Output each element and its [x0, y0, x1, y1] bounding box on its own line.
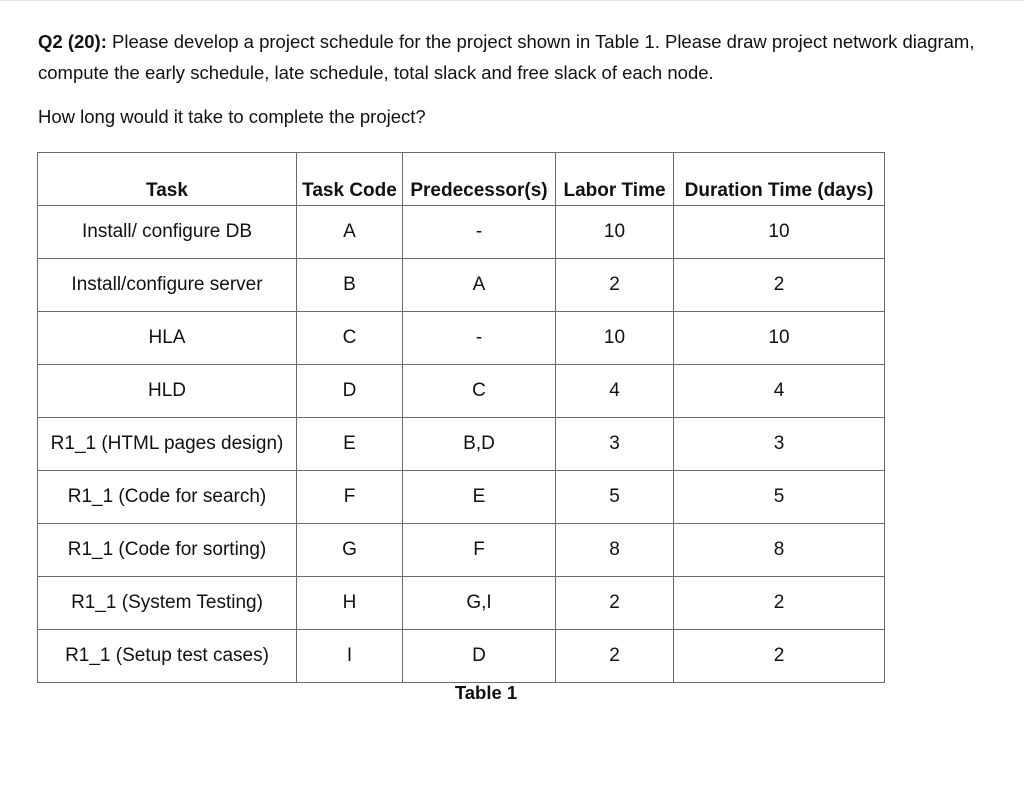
cell-task: R1_1 (System Testing) — [38, 577, 297, 630]
cell-duration-time: 3 — [674, 418, 885, 471]
cell-predecessors: - — [403, 206, 556, 259]
table-row — [38, 312, 885, 365]
question-ask: How long would it take to complete the project? — [38, 106, 426, 127]
cell-task-code: C — [297, 312, 403, 365]
table-row — [38, 418, 885, 471]
header-labor-time: Labor Time — [556, 153, 674, 206]
cell-task-code: A — [297, 206, 403, 259]
table-row — [38, 206, 885, 259]
cell-labor-time: 2 — [556, 630, 674, 683]
cell-task-code: E — [297, 418, 403, 471]
table-row — [38, 471, 885, 524]
cell-duration-time: 8 — [674, 524, 885, 577]
cell-task: Install/ configure DB — [38, 206, 297, 259]
cell-predecessors: - — [403, 312, 556, 365]
cell-predecessors: G,I — [403, 577, 556, 630]
cell-task-code: B — [297, 259, 403, 312]
cell-duration-time: 5 — [674, 471, 885, 524]
question-text: Please develop a project schedule for the project shown in Table 1. Please draw project network diagram, compute the early schedule, late schedule, total slack and free slack of each node. — [38, 31, 975, 83]
cell-labor-time: 8 — [556, 524, 674, 577]
cell-duration-time: 4 — [674, 365, 885, 418]
cell-task: R1_1 (Code for search) — [38, 471, 297, 524]
cell-labor-time: 2 — [556, 259, 674, 312]
cell-labor-time: 4 — [556, 365, 674, 418]
cell-duration-time: 10 — [674, 312, 885, 365]
cell-task-code: F — [297, 471, 403, 524]
cell-duration-time: 2 — [674, 259, 885, 312]
table-header-row — [38, 153, 885, 206]
cell-task: HLD — [38, 365, 297, 418]
cell-predecessors: C — [403, 365, 556, 418]
cell-labor-time: 3 — [556, 418, 674, 471]
table-row — [38, 524, 885, 577]
table-row — [38, 259, 885, 312]
header-task-code: Task Code — [297, 153, 403, 206]
cell-task: HLA — [38, 312, 297, 365]
cell-duration-time: 2 — [674, 630, 885, 683]
question-paragraph — [38, 26, 998, 88]
cell-predecessors: E — [403, 471, 556, 524]
cell-task: R1_1 (Setup test cases) — [38, 630, 297, 683]
cell-predecessors: B,D — [403, 418, 556, 471]
cell-predecessors: D — [403, 630, 556, 683]
cell-labor-time: 5 — [556, 471, 674, 524]
question-label: Q2 (20): — [38, 31, 107, 52]
task-table — [37, 152, 885, 683]
table-row — [38, 365, 885, 418]
cell-task-code: D — [297, 365, 403, 418]
cell-duration-time: 10 — [674, 206, 885, 259]
table-row — [38, 577, 885, 630]
cell-task: R1_1 (HTML pages design) — [38, 418, 297, 471]
cell-task: R1_1 (Code for sorting) — [38, 524, 297, 577]
cell-predecessors: A — [403, 259, 556, 312]
cell-task-code: H — [297, 577, 403, 630]
table-row — [38, 630, 885, 683]
cell-duration-time: 2 — [674, 577, 885, 630]
cell-task: Install/configure server — [38, 259, 297, 312]
header-duration-time: Duration Time (days) — [674, 153, 885, 206]
cell-labor-time: 10 — [556, 312, 674, 365]
cell-task-code: G — [297, 524, 403, 577]
top-divider — [0, 0, 1024, 1]
header-predecessors: Predecessor(s) — [403, 153, 556, 206]
cell-predecessors: F — [403, 524, 556, 577]
cell-task-code: I — [297, 630, 403, 683]
table-caption: Table 1 — [454, 682, 518, 703]
cell-labor-time: 10 — [556, 206, 674, 259]
header-task: Task — [38, 153, 297, 206]
cell-labor-time: 2 — [556, 577, 674, 630]
